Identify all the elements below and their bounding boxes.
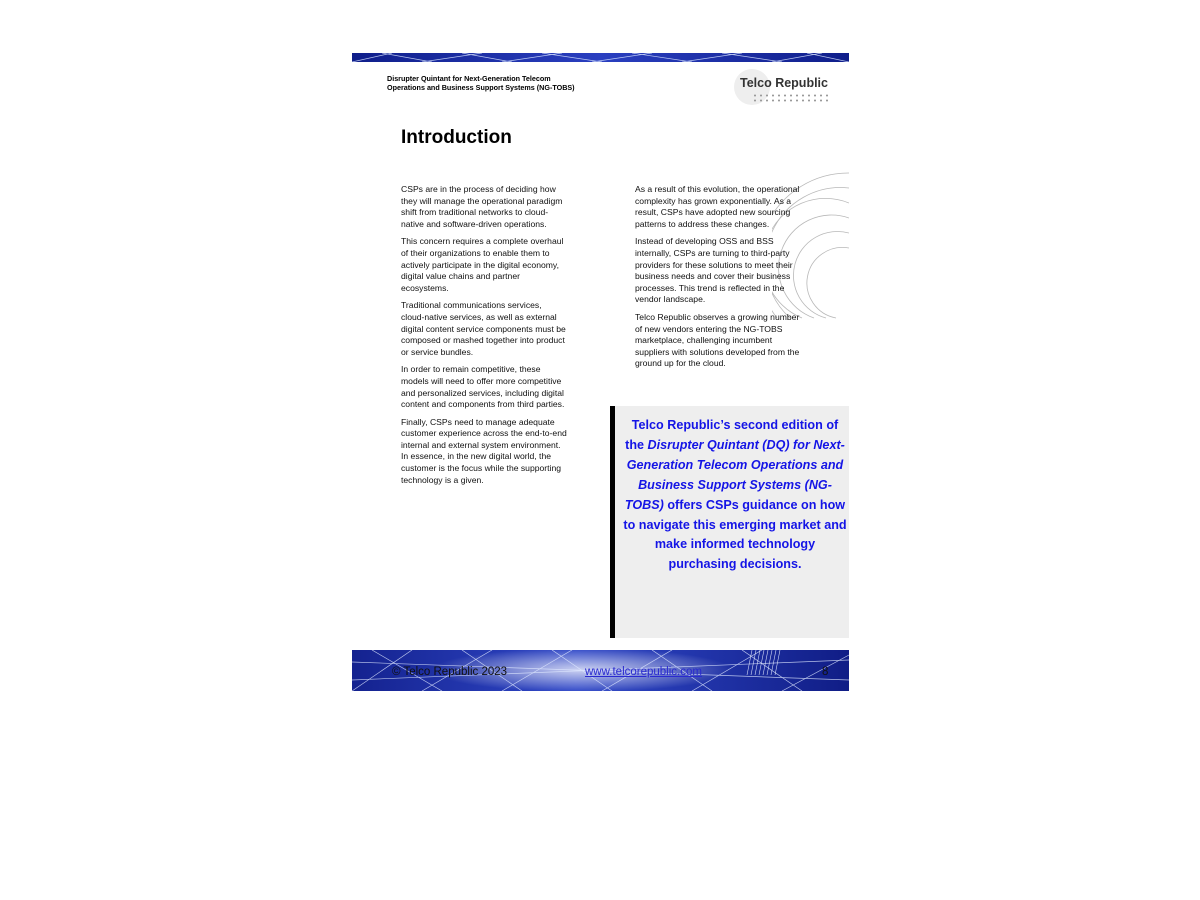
callout-text-part1: Telco Republic’s second edition of the: [625, 418, 839, 452]
header-network-band: [352, 53, 849, 62]
paragraph: CSPs are in the process of deciding how they will manage the operational paradigm shift from traditional networks to cloud-native and software-driven operations.: [401, 184, 563, 229]
callout-box: [610, 406, 849, 638]
right-text-column: [635, 184, 803, 376]
paragraph: This concern requires a complete overhaul of their organizations to enable them to actively participate in the digital economy, digital value chains and partner ecosystems.: [401, 236, 564, 293]
document-title-line2: Operations and Business Support Systems (NG-TOBS): [387, 83, 575, 92]
document-page: [352, 53, 849, 691]
paragraph: Instead of developing OSS and BSS internally, CSPs are turning to third-party providers for these solutions to meet their business needs and cover their business processes. This trend is reflected in the vendor landscape.: [635, 236, 793, 305]
paragraph: Finally, CSPs need to manage adequate customer experience across the end-to-end internal and external system environment. In essence, in the new digital world, the customer is the focus while the supporting technology is a given.: [401, 416, 567, 485]
document-title: [387, 74, 687, 92]
callout-text-part2: offers CSPs guidance on how to navigate this emerging market and make informed technology purchasing decisions.: [623, 497, 847, 572]
paragraph: Traditional communications services, cloud-native services, as well as external digital content service components must be composed or mashed together into product or service bundles.: [401, 300, 566, 357]
paragraph: As a result of this evolution, the operational complexity has grown exponentially. As a result, CSPs have adopted new sourcing patterns to address these changes.: [635, 184, 800, 229]
page-number: 8: [822, 666, 829, 678]
callout-text: [623, 416, 847, 575]
paragraph: In order to remain competitive, these models will need to offer more competitive and personalized services, including digital content and components from third parties.: [401, 364, 565, 410]
telco-republic-logo: [732, 67, 836, 105]
footer-website-link[interactable]: www.telcorepublic.com: [585, 666, 702, 678]
document-title-line1: Disrupter Quintant for Next-Generation Telecom: [387, 74, 551, 83]
logo-text: Telco Republic: [740, 76, 828, 90]
footer-copyright: © Telco Republic 2023: [392, 666, 508, 678]
paragraph: Telco Republic observes a growing number of new vendors entering the NG-TOBS marketplace, challenging incumbent suppliers with solutions developed from the ground up for the cloud.: [635, 311, 800, 369]
logo-dots-icon: [752, 93, 832, 102]
page-heading: Introduction: [401, 127, 512, 148]
left-text-column: [401, 184, 567, 492]
callout-text-italic: Disrupter Quintant (DQ) for Next-Generation Telecom Operations and Business Support Systems (NG-TOBS): [624, 437, 845, 512]
